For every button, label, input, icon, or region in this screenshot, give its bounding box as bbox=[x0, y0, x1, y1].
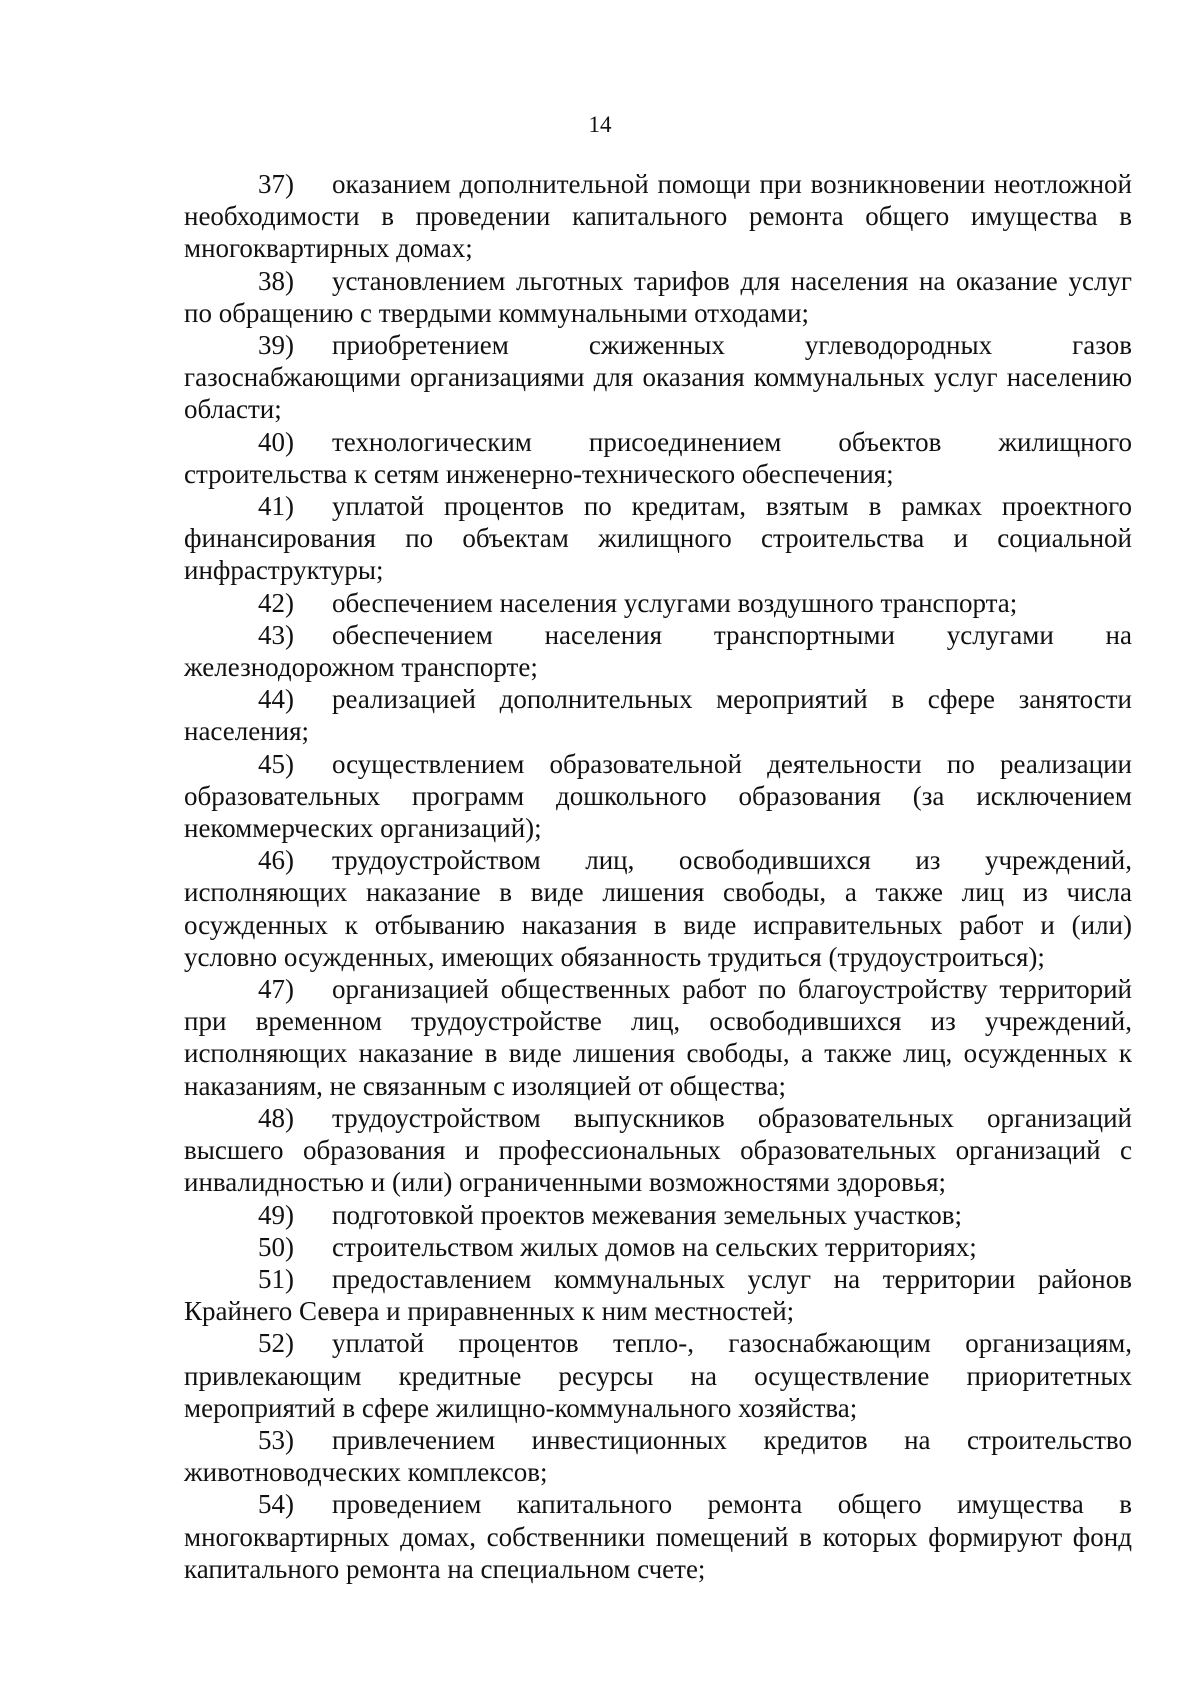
item-text: строительством жилых домов на сельских территориях; bbox=[332, 1231, 977, 1262]
list-item bbox=[184, 490, 1132, 587]
item-text: установлением льготных тарифов для населения на оказание услуг по обращению с твердыми коммунальными отходами; bbox=[184, 265, 1132, 328]
list-item bbox=[184, 168, 1132, 265]
item-number: 43) bbox=[258, 619, 294, 650]
item-number: 38) bbox=[258, 265, 294, 296]
item-text: трудоустройством лиц, освободившихся из учреждений, исполняющих наказание в виде лишения свободы, а также лиц из числа осужденных к отбыванию наказания в виде исправительных работ и (или) условно осужденных, имеющих обязанность трудиться (трудоустроиться); bbox=[184, 845, 1132, 972]
item-text: приобретением сжиженных углеводородных газов газоснабжающими организациями для оказания коммунальных услуг населению области; bbox=[184, 330, 1132, 425]
list-item bbox=[184, 426, 1132, 490]
item-text: привлечением инвестиционных кредитов на строительство животноводческих комплексов; bbox=[184, 1424, 1132, 1488]
item-number: 47) bbox=[258, 974, 294, 1005]
item-text: организацией общественных работ по благоустройству территорий при временном трудоустройстве лиц, освободившихся из учреждений, исполняющих наказание в виде лишения свободы, а также лиц, осужденных к наказаниям, не связанным с изоляцией от общества; bbox=[184, 974, 1132, 1101]
item-number: 39) bbox=[258, 330, 294, 361]
list-item bbox=[184, 844, 1132, 973]
item-text: предоставлением коммунальных услуг на территории районов Крайнего Севера и приравненных к ним местностей; bbox=[184, 1263, 1132, 1327]
item-text: проведением капитального ремонта общего имущества в многоквартирных домах, собственники помещений в которых формируют фонд капитального ремонта на специальном счете; bbox=[184, 1489, 1132, 1584]
item-text: уплатой процентов по кредитам, взятым в рамках проектного финансирования по объектам жилищного строительства и социальной инфраструктуры; bbox=[184, 491, 1132, 586]
list-item bbox=[184, 329, 1132, 426]
item-text: обеспечением населения услугами воздушного транспорта; bbox=[332, 587, 1018, 618]
list-item bbox=[184, 973, 1132, 1102]
item-number: 54) bbox=[258, 1489, 294, 1520]
item-text: трудоустройством выпускников образовательных организаций высшего образования и профессиональных образовательных организаций с инвалидностью и (или) ограниченными возможностями здоровья; bbox=[184, 1102, 1132, 1198]
list-item bbox=[184, 683, 1132, 747]
list-item bbox=[184, 619, 1132, 683]
list-item bbox=[184, 1488, 1132, 1585]
item-number: 46) bbox=[258, 845, 294, 876]
item-text: осуществлением образовательной деятельности по реализации образовательных программ дошкольного образования (за исключением некоммерческих организаций); bbox=[184, 748, 1132, 844]
item-number: 45) bbox=[258, 748, 294, 779]
item-text: обеспечением населения транспортными услугами на железнодорожном транспорте; bbox=[184, 619, 1132, 683]
list-item bbox=[184, 1263, 1132, 1327]
item-number: 42) bbox=[258, 587, 294, 618]
list-item bbox=[184, 1424, 1132, 1488]
item-text: реализацией дополнительных мероприятий в сфере занятости населения; bbox=[184, 684, 1132, 747]
item-number: 50) bbox=[258, 1231, 294, 1262]
list-item bbox=[184, 1231, 1132, 1263]
item-text: уплатой процентов тепло-, газоснабжающим организациям, привлекающим кредитные ресурсы на осуществление приоритетных мероприятий в сфере жилищно-коммунального хозяйства; bbox=[184, 1328, 1132, 1423]
item-number: 48) bbox=[258, 1102, 294, 1133]
list-item bbox=[184, 1199, 1132, 1231]
list-item bbox=[184, 265, 1132, 329]
list-item bbox=[184, 1102, 1132, 1199]
item-number: 52) bbox=[258, 1328, 294, 1359]
list-item bbox=[184, 587, 1132, 619]
item-number: 40) bbox=[258, 426, 294, 457]
list-item bbox=[184, 1327, 1132, 1424]
document-body bbox=[184, 168, 1132, 1585]
item-number: 44) bbox=[258, 684, 294, 715]
item-text: подготовкой проектов межевания земельных участков; bbox=[332, 1199, 963, 1230]
item-number: 49) bbox=[258, 1199, 294, 1230]
item-number: 51) bbox=[258, 1263, 294, 1294]
item-number: 53) bbox=[258, 1424, 294, 1455]
item-number: 41) bbox=[258, 491, 294, 522]
page-number: 14 bbox=[588, 112, 612, 137]
item-text: технологическим присоединением объектов жилищного строительства к сетям инженерно-технического обеспечения; bbox=[184, 426, 1132, 489]
list-item bbox=[184, 748, 1132, 845]
item-number: 37) bbox=[258, 169, 294, 199]
item-text: оказанием дополнительной помощи при возникновении неотложной необходимости в проведении капитального ремонта общего имущества в многоквартирных домах; bbox=[184, 169, 1132, 264]
